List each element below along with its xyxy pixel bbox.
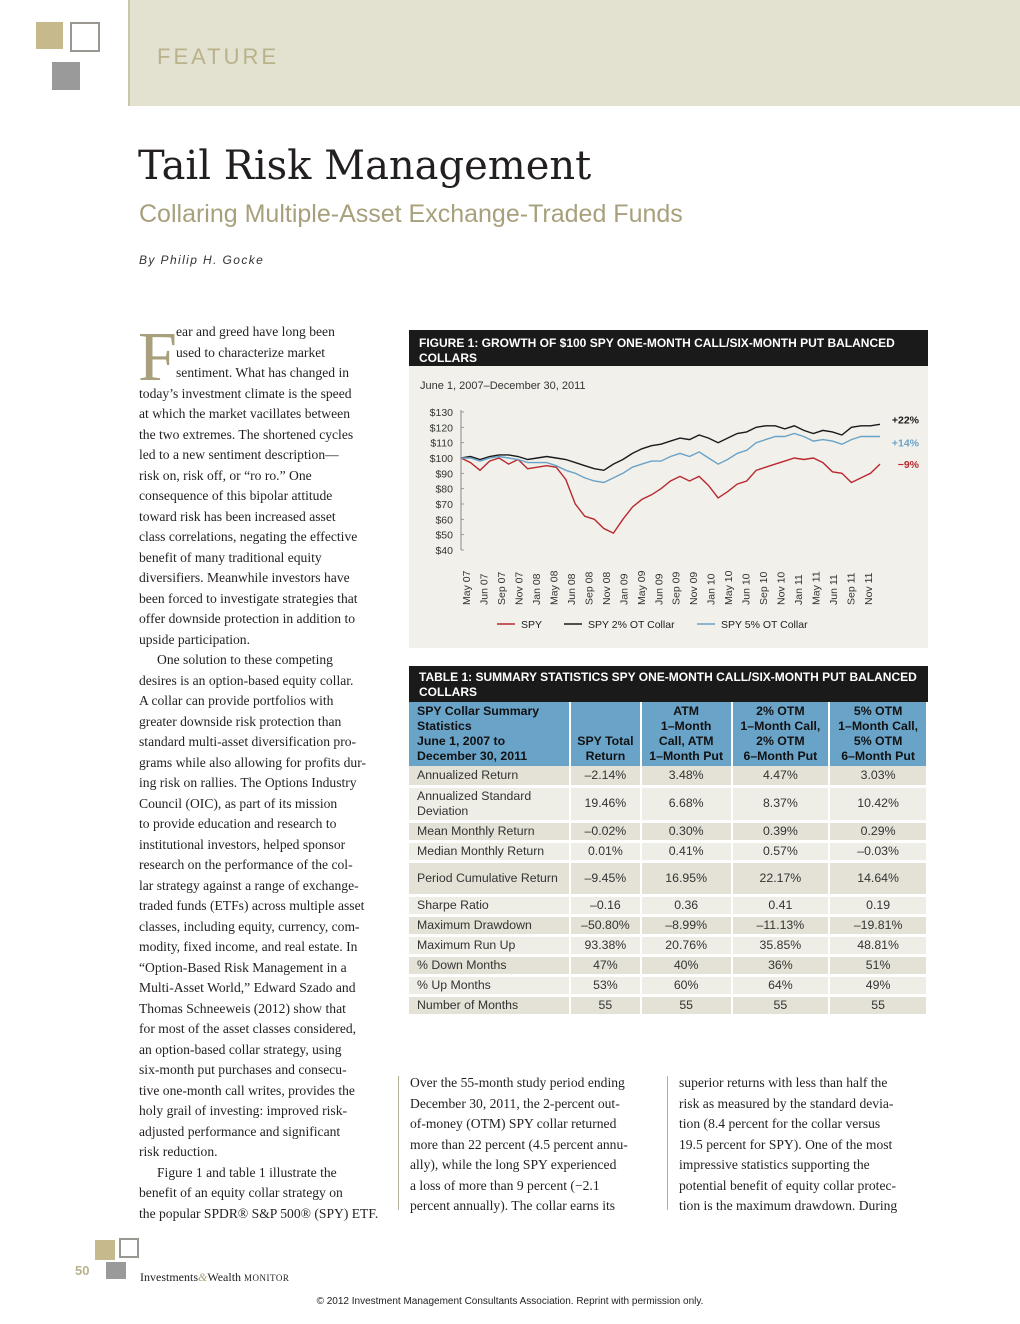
text-line: tive one-month call writes, provides the (139, 1082, 355, 1098)
x-tick-label: Sep 09 (670, 571, 683, 605)
table-header-line: 1–Month Put (649, 749, 724, 763)
magazine-name-part: Investments (140, 1270, 198, 1284)
text-line: today’s investment climate is the speed (139, 385, 352, 401)
x-tick-label: Jan 08 (531, 573, 544, 605)
table-header-line: 1–Month Call, (740, 719, 821, 733)
table-cell: –19.81% (829, 915, 927, 935)
table-header-line: 6–Month Put (743, 749, 818, 763)
y-tick-label: $80 (435, 483, 453, 496)
row-label: % Down Months (409, 955, 570, 975)
text-line: offer downside protection in addition to (139, 611, 356, 626)
table-row (409, 975, 927, 995)
table-cell: 0.19 (829, 895, 927, 915)
text-line: ear and greed have long been (176, 324, 335, 339)
column-divider (398, 1076, 399, 1210)
text-line: greater downside risk protection than (139, 713, 342, 729)
table-header-line: 5% OTM (853, 704, 903, 718)
table-cell: –0.03% (829, 841, 927, 861)
table-header-line: SPY Total (577, 734, 634, 748)
legend-label: SPY 2% OT Collar (588, 619, 675, 631)
x-tick-label: Jun 08 (565, 573, 578, 605)
table-cell: 0.01% (570, 841, 641, 861)
row-label: Median Monthly Return (409, 841, 570, 861)
footer-square-gray (106, 1262, 126, 1279)
y-tick-label: $120 (429, 422, 453, 435)
text-line: adjusted performance and significant (139, 1123, 341, 1139)
table-header (732, 702, 830, 766)
text-line: lar strategy against a range of exchange- (139, 877, 359, 893)
x-tick-label: Nov 08 (600, 571, 613, 605)
x-tick-label: Jun 07 (478, 573, 491, 605)
text-line: superior returns with less than half the (679, 1075, 888, 1090)
table-header-line: 5% OTM (853, 734, 903, 748)
text-line: Figure 1 and table 1 illustrate the (157, 1164, 337, 1180)
text-line: 19.5 percent for SPY). One of the most (679, 1136, 893, 1152)
text-line: risk reduction. (139, 1144, 218, 1159)
table-cell: 0.30% (641, 821, 732, 841)
text-line: potential benefit of equity collar protec- (679, 1177, 897, 1193)
table-cell: –0.02% (570, 821, 641, 841)
footer-square-gold (95, 1240, 115, 1260)
table-row (409, 995, 927, 1015)
series-line (461, 458, 880, 533)
table-header-line: 2% OTM (756, 734, 805, 748)
body-column-2 (410, 1073, 660, 1217)
text-line: consequence of this bipolar attitude (139, 488, 333, 503)
article-subtitle: Collaring Multiple-Asset Exchange-Traded Funds (139, 200, 683, 228)
x-tick-label: Jun 10 (740, 573, 753, 605)
figure-subtitle: June 1, 2007–December 30, 2011 (420, 380, 586, 392)
y-tick-label: $60 (435, 514, 453, 527)
magazine-ampersand: & (198, 1270, 208, 1284)
text-line: to provide education and research to (139, 816, 337, 831)
text-line: A collar can provide portfolios with (139, 693, 334, 708)
x-tick-label: Sep 07 (496, 571, 509, 605)
table-cell: 49% (829, 975, 927, 995)
table-header-line (573, 719, 638, 734)
magazine-name-part: Wealth (207, 1270, 242, 1284)
drop-cap: F (138, 319, 177, 396)
table-header-line: 1–Month Call, (838, 719, 919, 733)
x-tick-label: May 10 (723, 570, 736, 605)
table-cell: 55 (570, 995, 641, 1015)
table-cell: –11.13% (732, 915, 830, 935)
table-cell: 48.81% (829, 935, 927, 955)
end-label: +22% (891, 414, 919, 427)
series-line (461, 424, 880, 470)
table-cell: 16.95% (641, 861, 732, 895)
text-line: class correlations, negating the effective (139, 529, 358, 544)
table-cell: 0.57% (732, 841, 830, 861)
text-line: toward risk has been increased asset (139, 508, 336, 524)
table-cell: 0.36 (641, 895, 732, 915)
x-tick-label: Nov 07 (513, 571, 526, 605)
table-row (409, 786, 927, 821)
table-cell: 14.64% (829, 861, 927, 895)
footer-square-outline (119, 1238, 139, 1258)
y-tick-label: $40 (435, 545, 453, 557)
y-tick-label: $70 (435, 499, 453, 511)
table-cell: 6.68% (641, 786, 732, 821)
legend-label: SPY 5% OT Collar (721, 619, 808, 631)
text-line: at which the market vacillates between (139, 406, 350, 421)
table-cell: –9.45% (570, 861, 641, 895)
text-line: institutional investors, helped sponsor (139, 836, 346, 852)
x-tick-label: Jan 11 (792, 574, 805, 605)
header-rule (128, 0, 130, 106)
text-line: research on the performance of the col- (139, 857, 353, 872)
row-label: Annualized Return (409, 766, 570, 786)
text-line: diversifiers. Meanwhile investors have (139, 570, 350, 585)
table-cell: 4.47% (732, 766, 830, 786)
text-line: “Option-Based Risk Management in a (139, 959, 347, 975)
text-line: modity, fixed income, and real estate. In (139, 939, 358, 954)
text-line: ally), while the long SPY experienced (410, 1157, 617, 1172)
table-cell: 3.03% (829, 766, 927, 786)
article-title: Tail Risk Management (138, 143, 592, 189)
table-header-line: ATM (673, 704, 700, 718)
x-tick-label: May 11 (810, 571, 823, 605)
text-line: benefit of many traditional equity (139, 549, 322, 565)
x-tick-label: Jun 11 (827, 574, 840, 605)
table-cell: –2.14% (570, 766, 641, 786)
text-line: more than 22 percent (4.5 percent annu- (410, 1136, 628, 1152)
y-tick-label: $110 (430, 437, 453, 450)
table-cell: –50.80% (570, 915, 641, 935)
table-cell: 3.48% (641, 766, 732, 786)
x-tick-label: Nov 11 (862, 572, 875, 605)
logo-square-gold (36, 22, 63, 49)
table-cell: 55 (732, 995, 830, 1015)
logo-square-gray (52, 62, 80, 90)
y-tick-label: $90 (435, 468, 453, 481)
table-header (641, 702, 732, 766)
table-cell: 60% (641, 975, 732, 995)
text-line: One solution to these competing (157, 652, 333, 667)
text-line: been forced to investigate strategies that (139, 590, 358, 606)
table-row (409, 821, 927, 841)
row-label: % Up Months (409, 975, 570, 995)
table-header-line: December 30, 2011 (417, 749, 528, 763)
table-cell: 0.41% (641, 841, 732, 861)
text-line: Multi-Asset World,” Edward Szado and (139, 980, 356, 995)
byline: By Philip H. Gocke (139, 253, 265, 267)
row-label: Mean Monthly Return (409, 821, 570, 841)
body-column-3 (679, 1073, 931, 1217)
table-header-line: 6–Month Put (841, 749, 915, 763)
magazine-name-part: MONITOR (244, 1273, 290, 1283)
table-cell: 51% (829, 955, 927, 975)
summary-stats-table (409, 702, 928, 1017)
table-cell: 10.42% (829, 786, 927, 821)
table-header (570, 702, 641, 766)
text-line: desires is an option-based equity collar. (139, 672, 354, 688)
table-header-line (573, 704, 638, 719)
text-line: Council (OIC), as part of its mission (139, 795, 338, 811)
x-tick-label: Jun 09 (653, 573, 666, 605)
text-line: ing risk on rallies. The Options Industry (139, 775, 357, 790)
table-cell: –0.16 (570, 895, 641, 915)
table-cell: 40% (641, 955, 732, 975)
x-tick-label: May 09 (635, 570, 648, 605)
text-line: Over the 55-month study period ending (410, 1075, 625, 1090)
text-line: classes, including equity, currency, com- (139, 918, 360, 934)
table-cell: 20.76% (641, 935, 732, 955)
text-line: for most of the asset classes considered, (139, 1021, 357, 1036)
row-label: Period Cumulative Return (409, 861, 570, 895)
table-row (409, 895, 927, 915)
text-line: of-money (OTM) SPY collar returned (410, 1116, 617, 1131)
table-header-line: Call, ATM (658, 734, 714, 748)
table-cell: 55 (829, 995, 927, 1015)
text-line: benefit of an equity collar strategy on (139, 1185, 343, 1200)
table-cell: 22.17% (732, 861, 830, 895)
row-label: Sharpe Ratio (409, 895, 570, 915)
end-label: −9% (897, 459, 919, 472)
copyright: © 2012 Investment Management Consultants Association. Reprint with permission only. (316, 1296, 704, 1307)
table-header-line: Statistics (417, 719, 472, 733)
text-line: traded funds (ETFs) across multiple asset (139, 898, 365, 913)
table-cell: 8.37% (732, 786, 830, 821)
table-cell: 19.46% (570, 786, 641, 821)
text-line: risk as measured by the standard devia- (679, 1095, 894, 1111)
x-tick-label: May 08 (548, 570, 561, 605)
y-tick-label: $100 (429, 453, 453, 465)
table-row (409, 766, 927, 786)
text-line: used to characterize market (176, 344, 326, 360)
table-title: TABLE 1: SUMMARY STATISTICS SPY ONE-MONTH CALL/SIX-MONTH PUT BALANCED COLLARS (409, 666, 928, 702)
legend-label: SPY (521, 619, 543, 631)
table-row (409, 841, 927, 861)
text-line: standard multi-asset diversification pro- (139, 734, 357, 749)
x-tick-label: Jan 10 (705, 573, 718, 605)
text-line: impressive statistics supporting the (679, 1157, 870, 1172)
x-tick-label: May 07 (461, 570, 474, 605)
magazine-name (140, 1270, 289, 1285)
figure-title: FIGURE 1: GROWTH OF $100 SPY ONE-MONTH CALL/SIX-MONTH PUT BALANCED COLLARS (409, 330, 928, 366)
text-line: risk on, risk off, or “ro ro.” One (139, 467, 312, 483)
text-line: six-month put purchases and consecu- (139, 1062, 347, 1077)
text-line: a loss of more than 9 percent (−2.1 (410, 1177, 600, 1193)
x-tick-label: Nov 09 (688, 571, 701, 605)
table-row (409, 915, 927, 935)
logo-square-outline (70, 22, 100, 52)
table-cell: 35.85% (732, 935, 830, 955)
table-cell: 0.29% (829, 821, 927, 841)
text-line: holy grail of investing: improved risk- (139, 1103, 348, 1118)
table-header (829, 702, 927, 766)
table-cell: 47% (570, 955, 641, 975)
table-row (409, 955, 927, 975)
text-line: December 30, 2011, the 2-percent out- (410, 1095, 620, 1111)
table-header-line: 2% OTM (756, 704, 805, 718)
row-label: Number of Months (409, 995, 570, 1015)
table-cell: 93.38% (570, 935, 641, 955)
text-line: the popular SPDR® S&P 500® (SPY) ETF. (139, 1205, 379, 1221)
table-cell: 64% (732, 975, 830, 995)
x-tick-label: Sep 11 (845, 572, 858, 605)
table-cell: 0.41 (732, 895, 830, 915)
table-header-line: SPY Collar Summary (417, 704, 540, 718)
body-column-1 (138, 319, 385, 1224)
row-label: Annualized Standard Deviation (409, 786, 570, 821)
text-line: Thomas Schneeweis (2012) show that (139, 1000, 346, 1016)
text-line: tion (8.4 percent for the collar versus (679, 1116, 881, 1131)
y-tick-label: $50 (435, 529, 453, 542)
table-header-line: Return (585, 749, 626, 763)
text-line: upside participation. (139, 631, 250, 647)
y-tick-label: $130 (429, 407, 453, 419)
text-line: an option-based collar strategy, using (139, 1041, 342, 1057)
text-line: led to a new sentiment description— (139, 447, 339, 462)
page-number: 50 (75, 1263, 90, 1278)
table-header-line: June 1, 2007 to (417, 734, 506, 748)
table-cell: 36% (732, 955, 830, 975)
table-cell: 55 (641, 995, 732, 1015)
x-tick-label: Nov 10 (775, 571, 788, 605)
x-tick-label: Jan 09 (618, 573, 631, 605)
section-label: FEATURE (157, 44, 280, 69)
table-header (409, 702, 570, 766)
table-header-line: 1–Month (660, 719, 712, 733)
text-line: percent annually). The collar earns its (410, 1198, 616, 1213)
table-row (409, 861, 927, 895)
column-divider (667, 1076, 668, 1210)
table-cell: 0.39% (732, 821, 830, 841)
table-cell: 53% (570, 975, 641, 995)
text-line: sentiment. What has changed in (176, 365, 350, 380)
x-tick-label: Sep 08 (583, 571, 596, 605)
row-label: Maximum Drawdown (409, 915, 570, 935)
growth-chart (409, 400, 928, 648)
table-cell: –8.99% (641, 915, 732, 935)
end-label: +14% (891, 437, 919, 450)
row-label: Maximum Run Up (409, 935, 570, 955)
text-line: tion is the maximum drawdown. During (679, 1198, 898, 1213)
x-tick-label: Sep 10 (758, 571, 771, 605)
text-line: the two extremes. The shortened cycles (139, 426, 354, 442)
table-row (409, 935, 927, 955)
text-line: grams while also allowing for profits dur- (139, 754, 366, 770)
